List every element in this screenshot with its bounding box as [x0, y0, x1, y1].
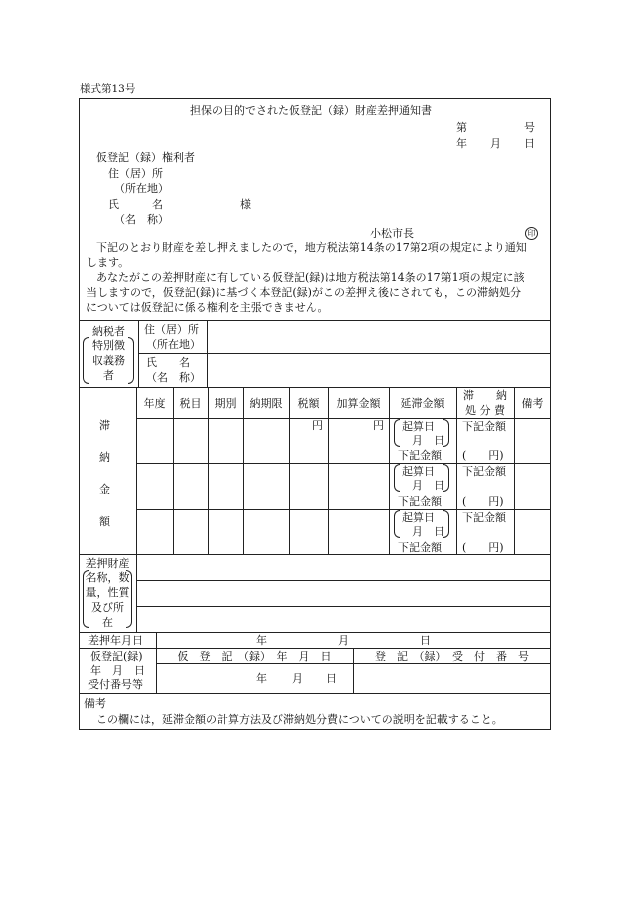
provisional-col1-header: 仮 登 記 （録） 年 月 日 [177, 650, 332, 663]
body-para2-line1: あなたがこの差押財産に有している仮登記(録)は地方税法第14条の17第1項の規定に該 [96, 271, 525, 284]
date-day: 日 [524, 137, 535, 150]
row2-tsukihi: 月 日 [412, 479, 445, 492]
remarks-label: 備考 [84, 697, 106, 710]
body-para2-line2: 当しますので，仮登記(録)に基づく本登記(録)がこの差押え後にされても，この滞納処分 [86, 286, 521, 299]
seizure-date-day: 日 [420, 634, 431, 647]
doc-number-dai: 第 [456, 121, 467, 134]
arrears-col-divider-4 [289, 387, 290, 554]
header-shobunhi-line1: 滞 納 [463, 389, 507, 402]
header-kasan: 加算金額 [336, 397, 381, 410]
header-zeimoku: 税目 [179, 397, 202, 410]
taxpayer-address-label: 住（居）所 [144, 323, 199, 336]
seized-label-line3: 量，性質 [85, 586, 130, 599]
addressee-address-alt-label: （所在地） [114, 182, 169, 195]
taxpayer-name-label: 氏 名 [146, 356, 190, 369]
arrears-side-label-1: 滞 [99, 419, 110, 432]
header-bikou: 備考 [521, 397, 544, 410]
provisional-year: 年 [256, 672, 267, 685]
arrears-col-divider-5 [328, 387, 329, 554]
doc-number-go: 号 [524, 121, 535, 134]
header-shobunhi-line2: 処 分 費 [465, 404, 505, 417]
arrears-side-label-4: 額 [99, 515, 110, 528]
row2-shobun-yen: ( 円) [462, 495, 504, 508]
arrears-col-divider-1 [173, 387, 174, 554]
body-para1-line1: 下記のとおり財産を差し押えましたので，地方税法第14条の17第2項の規定により通知 [96, 241, 527, 254]
seizure-date-month: 月 [338, 634, 349, 647]
addressee-name-label: 氏 名 [108, 198, 163, 211]
arrears-side-label-3: 金 [99, 483, 110, 496]
issuer-name: 小松市長 [370, 227, 414, 240]
row3-shobun-kaki: 下記金額 [462, 511, 506, 524]
row2-shobun-kaki: 下記金額 [462, 465, 506, 478]
provisional-top [79, 648, 551, 649]
arrears-col-divider-8 [514, 387, 515, 554]
provisional-label-line3: 受付番号等 [88, 678, 143, 691]
row1-tsukihi: 月 日 [412, 434, 445, 447]
remarks-top [79, 693, 551, 694]
taxpayer-label-line4: 者 [103, 369, 114, 382]
form-number: 様式第13号 [80, 83, 136, 95]
provisional-label-line2: 年 月 日 [90, 664, 145, 677]
row3-shobun-yen: ( 円) [462, 541, 504, 554]
arrears-side-label-2: 納 [99, 451, 110, 464]
arrears-header-bottom [136, 418, 551, 419]
header-nendo: 年度 [143, 397, 166, 410]
row2-kaki: 下記金額 [398, 495, 442, 508]
provisional-label-line1: 仮登記(録) [90, 650, 143, 663]
form-title: 担保の目的でされた仮登記（録）財産差押通知書 [190, 104, 432, 117]
arrears-row2-bottom [136, 509, 551, 510]
arrears-col-divider-3 [243, 387, 244, 554]
row1-kaki: 下記金額 [398, 449, 442, 462]
body-para2-line3: については仮登記に係る権利を主張できません。 [86, 301, 329, 314]
arrears-table-top [79, 387, 551, 388]
row2-kisanbi: 起算日 [402, 465, 435, 478]
date-year: 年 [456, 137, 467, 150]
header-entai: 延滞金額 [400, 397, 445, 410]
addressee-honorific: 様 [240, 198, 251, 211]
zeigaku-unit-yen: 円 [312, 419, 323, 432]
arrears-row1-bottom [136, 463, 551, 464]
taxpayer-name-alt-label: （名 称） [146, 371, 201, 384]
divider-taxpayer-top [79, 320, 551, 321]
seizure-date-label: 差押年月日 [88, 634, 143, 647]
row3-tsukihi: 月 日 [412, 525, 445, 538]
addressee-heading: 仮登記（録）権利者 [96, 151, 195, 164]
seal-stamp: 印 [525, 227, 538, 240]
seized-property-label-divider [136, 554, 137, 632]
arrears-col-divider-2 [208, 387, 209, 554]
taxpayer-row-divider [138, 353, 551, 354]
addressee-address-label: 住（居）所 [108, 167, 163, 180]
kasan-unit-yen: 円 [373, 419, 384, 432]
addressee-name-alt-label: （名 称） [114, 213, 169, 226]
seized-property-line-2 [136, 606, 551, 607]
seized-label-line1: 差押財産 [85, 557, 130, 570]
row1-shobun-yen: ( 円) [462, 449, 504, 462]
body-para1-line2: します。 [86, 256, 130, 269]
arrears-col-divider-0 [136, 387, 137, 554]
taxpayer-label-line2: 特別徴 [92, 339, 125, 352]
seized-property-top [79, 554, 551, 555]
date-month: 月 [490, 137, 501, 150]
header-zeigaku: 税額 [297, 397, 320, 410]
arrears-col-divider-6 [389, 387, 390, 554]
row3-kisanbi: 起算日 [402, 511, 435, 524]
provisional-day: 日 [326, 672, 337, 685]
taxpayer-label-line3: 収義務 [92, 354, 125, 367]
seized-label-line2: 名称，数 [85, 571, 130, 584]
row3-kaki: 下記金額 [398, 541, 442, 554]
remarks-text: この欄には，延滞金額の計算方法及び滞納処分費についての説明を記載すること。 [96, 713, 503, 726]
taxpayer-address-alt-label: （所在地） [146, 338, 201, 351]
seized-property-line-1 [136, 580, 551, 581]
seizure-date-year: 年 [256, 634, 267, 647]
provisional-col2-header: 登 記 （録） 受 付 番 号 [375, 650, 529, 663]
provisional-month: 月 [292, 672, 303, 685]
taxpayer-label-line1: 納税者 [92, 325, 125, 338]
seized-label-line4: 及び所 [91, 601, 124, 614]
row3-entai-paren-left [394, 510, 400, 538]
row2-entai-paren-left [394, 464, 400, 492]
row1-entai-paren-left [394, 419, 400, 447]
header-nouki: 納期限 [249, 397, 283, 410]
header-kibetsu: 期別 [214, 397, 237, 410]
seized-label-line5: 在 [102, 616, 113, 629]
seizure-date-top [79, 632, 551, 633]
row1-kisanbi: 起算日 [402, 420, 435, 433]
row1-shobun-kaki: 下記金額 [462, 420, 506, 433]
